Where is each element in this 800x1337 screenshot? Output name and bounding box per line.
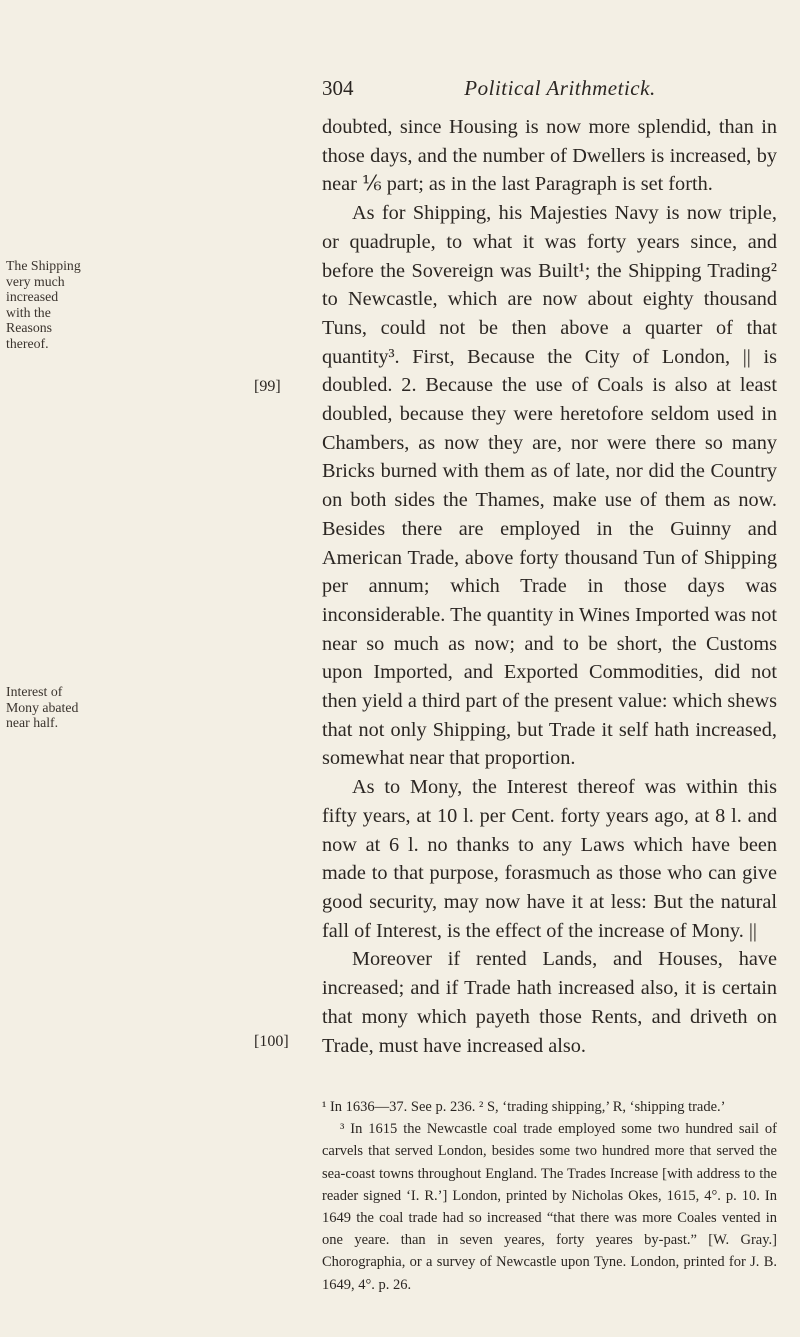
page-number: 304 [322,76,354,100]
paragraph-shipping: As for Shipping, his Majesties Navy is now triple, or quadruple, to what it was forty years since, and before the Sovereign was Built¹; the Shipping Trading² to Newcastle, which are now about eighty thousand Tuns, could not be then above a quarter of that quantity³. First, Because the City of London, || is doubled. 2. Because the use of Coals is also at least doubled, because they were heretofore seldom used in Chambers, as now they are, nor were there so many Bricks burned with them as of late, nor did the Country on both sides the Thames, make use of them as now. Besides there are employed in the Guinny and American Trade, above forty thousand Tun of Shipping per annum; which Trade in those days was inconsiderable. The quantity in Wines Imported was not near so much as now; and to be short, the Customs upon Imported, and Exported Commodities, did not then yield a third part of the present value: which shews that not only Shipping, but Trade it self hath increased, somewhat near that proportion. [322,202,777,770]
page-header [0,76,800,106]
footnote-1-2: ¹ In 1636—37. See p. 236. ² S, ‘trading shipping,’ R, ‘shipping trade.’ [322,1099,726,1115]
footnote-3: ³ In 1615 the Newcastle coal trade employed some two hundred sail of carvels that served London, besides some two hundred more that served the sea-coast towns throughout England. The Trades Increase [with address to the reader signed ‘I. R.’] London, printed by Nicholas Okes, 1615, 4°. p. 10. In 1649 the coal trade had so increased “that there was more Coales vented in one yeare. than in seven yeares, forty yeares by-past.” [W. Gray.] Chorographia, or a survey of Newcastle upon Tyne. London, printed for J. B. 1649, 4°. p. 26. [322,1121,777,1293]
margin-note-shipping: The Shipping very much increased with the Reasons thereof. [6,258,81,351]
margin-marker-100: [100] [254,1033,289,1050]
paragraph-rents: Moreover if rented Lands, and Houses, have increased; and if Trade hath increased also, it is certain that mony which payeth those Rents, and driveth on Trade, must have increased also. [322,948,777,1057]
paragraph-housing: doubted, since Housing is now more splendid, than in those days, and the number of Dwellers is increased, by near ⅙ part; as in the last Paragraph is set forth. [322,116,777,196]
paragraph-interest: As to Mony, the Interest thereof was within this fifty years, at 10 l. per Cent. forty years ago, at 8 l. and now at 6 l. no thanks to any Laws which have been made to that purpose, forasmuch as those who can give good security, may now have it at less: But the natural fall of Interest, is the effect of the increase of Mony. || [322,776,777,942]
running-title: Political Arithmetick. [464,76,656,100]
margin-marker-99: [99] [254,378,281,395]
footnotes [322,1096,777,1296]
body-text [254,113,777,1060]
margin-note-interest: Interest of Mony abated near half. [6,684,79,730]
